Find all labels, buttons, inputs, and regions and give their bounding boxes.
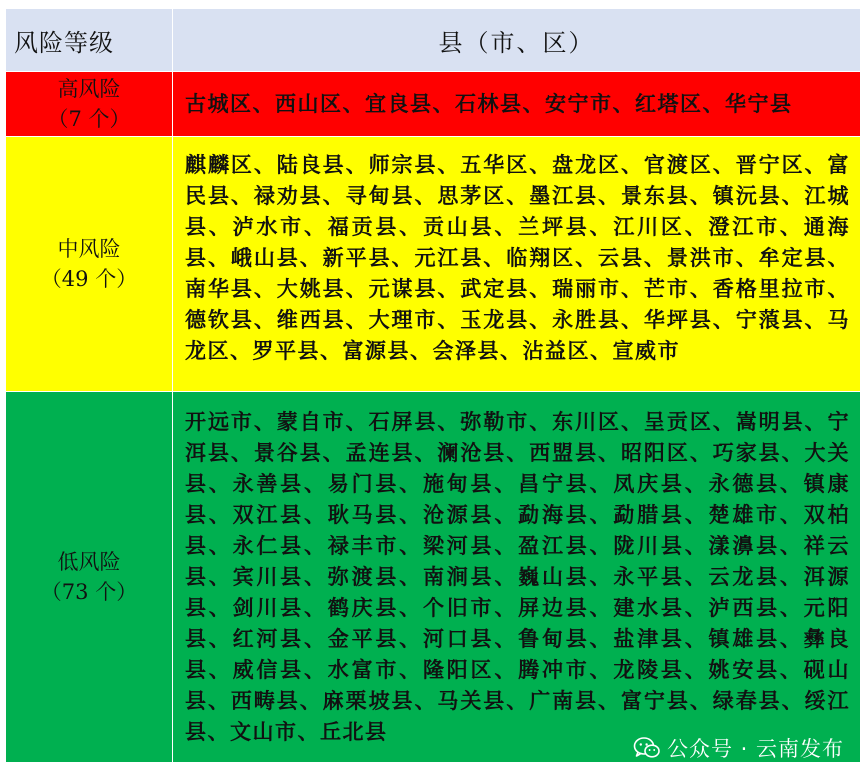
high-risk-count: （7 个） (47, 107, 131, 131)
medium-risk-count: （49 个） (40, 267, 138, 291)
table-header-row (6, 9, 861, 72)
low-risk-label: 低风险 (57, 550, 121, 574)
watermark-text: 公众号 · 云南发布 (666, 737, 844, 761)
risk-level-table (5, 8, 861, 763)
medium-risk-counties: 麒麟区、陆良县、师宗县、五华区、盘龙区、官渡区、晋宁区、富民县、禄劝县、寻甸县、思茅区、墨江县、景东县、镇沅县、江城县、泸水市、福贡县、贡山县、兰坪县、江川区、澄江市、通海县、峨山县、新平县、元江县、临翔区、云县、景洪市、牟定县、南华县、大姚县、元谋县、武定县、瑞丽市、芒市、香格里拉市、德钦县、维西县、大理市、玉龙县、永胜县、华坪县、宁蒗县、马龙区、罗平县、富源县、会泽县、沾益区、宣威市 (173, 137, 861, 392)
wechat-icon (633, 736, 661, 760)
high-risk-level-cell (6, 72, 173, 137)
low-risk-level-cell (6, 392, 173, 763)
header-risk-level: 风险等级 (6, 9, 173, 72)
medium-risk-level-cell (6, 137, 173, 392)
low-risk-counties: 开远市、蒙自市、石屏县、弥勒市、东川区、呈贡区、嵩明县、宁洱县、景谷县、孟连县、澜沧县、西盟县、昭阳区、巧家县、大关县、永善县、易门县、施甸县、昌宁县、凤庆县、永德县、镇康县、双江县、耿马县、沧源县、勐海县、勐腊县、楚雄市、双柏县、永仁县、禄丰市、梁河县、盈江县、陇川县、漾濞县、祥云县、宾川县、弥渡县、南涧县、巍山县、永平县、云龙县、洱源县、剑川县、鹤庆县、个旧市、屏边县、建水县、泸西县、元阳县、红河县、金平县、河口县、鲁甸县、盐津县、镇雄县、彝良县、威信县、水富市、隆阳区、腾冲市、龙陵县、姚安县、砚山县、西畴县、麻栗坡县、马关县、广南县、富宁县、绿春县、绥江县、文山市、丘北县 (173, 392, 861, 763)
medium-risk-label: 中风险 (57, 237, 121, 261)
table-row-high-risk (6, 72, 861, 137)
table-row-low-risk (6, 392, 861, 763)
header-counties: 县（市、区） (173, 9, 861, 72)
watermark (633, 733, 844, 763)
high-risk-counties: 古城区、西山区、宜良县、石林县、安宁市、红塔区、华宁县 (173, 72, 861, 137)
table-row-medium-risk (6, 137, 861, 392)
low-risk-count: （73 个） (40, 580, 138, 604)
high-risk-label: 高风险 (57, 77, 121, 101)
